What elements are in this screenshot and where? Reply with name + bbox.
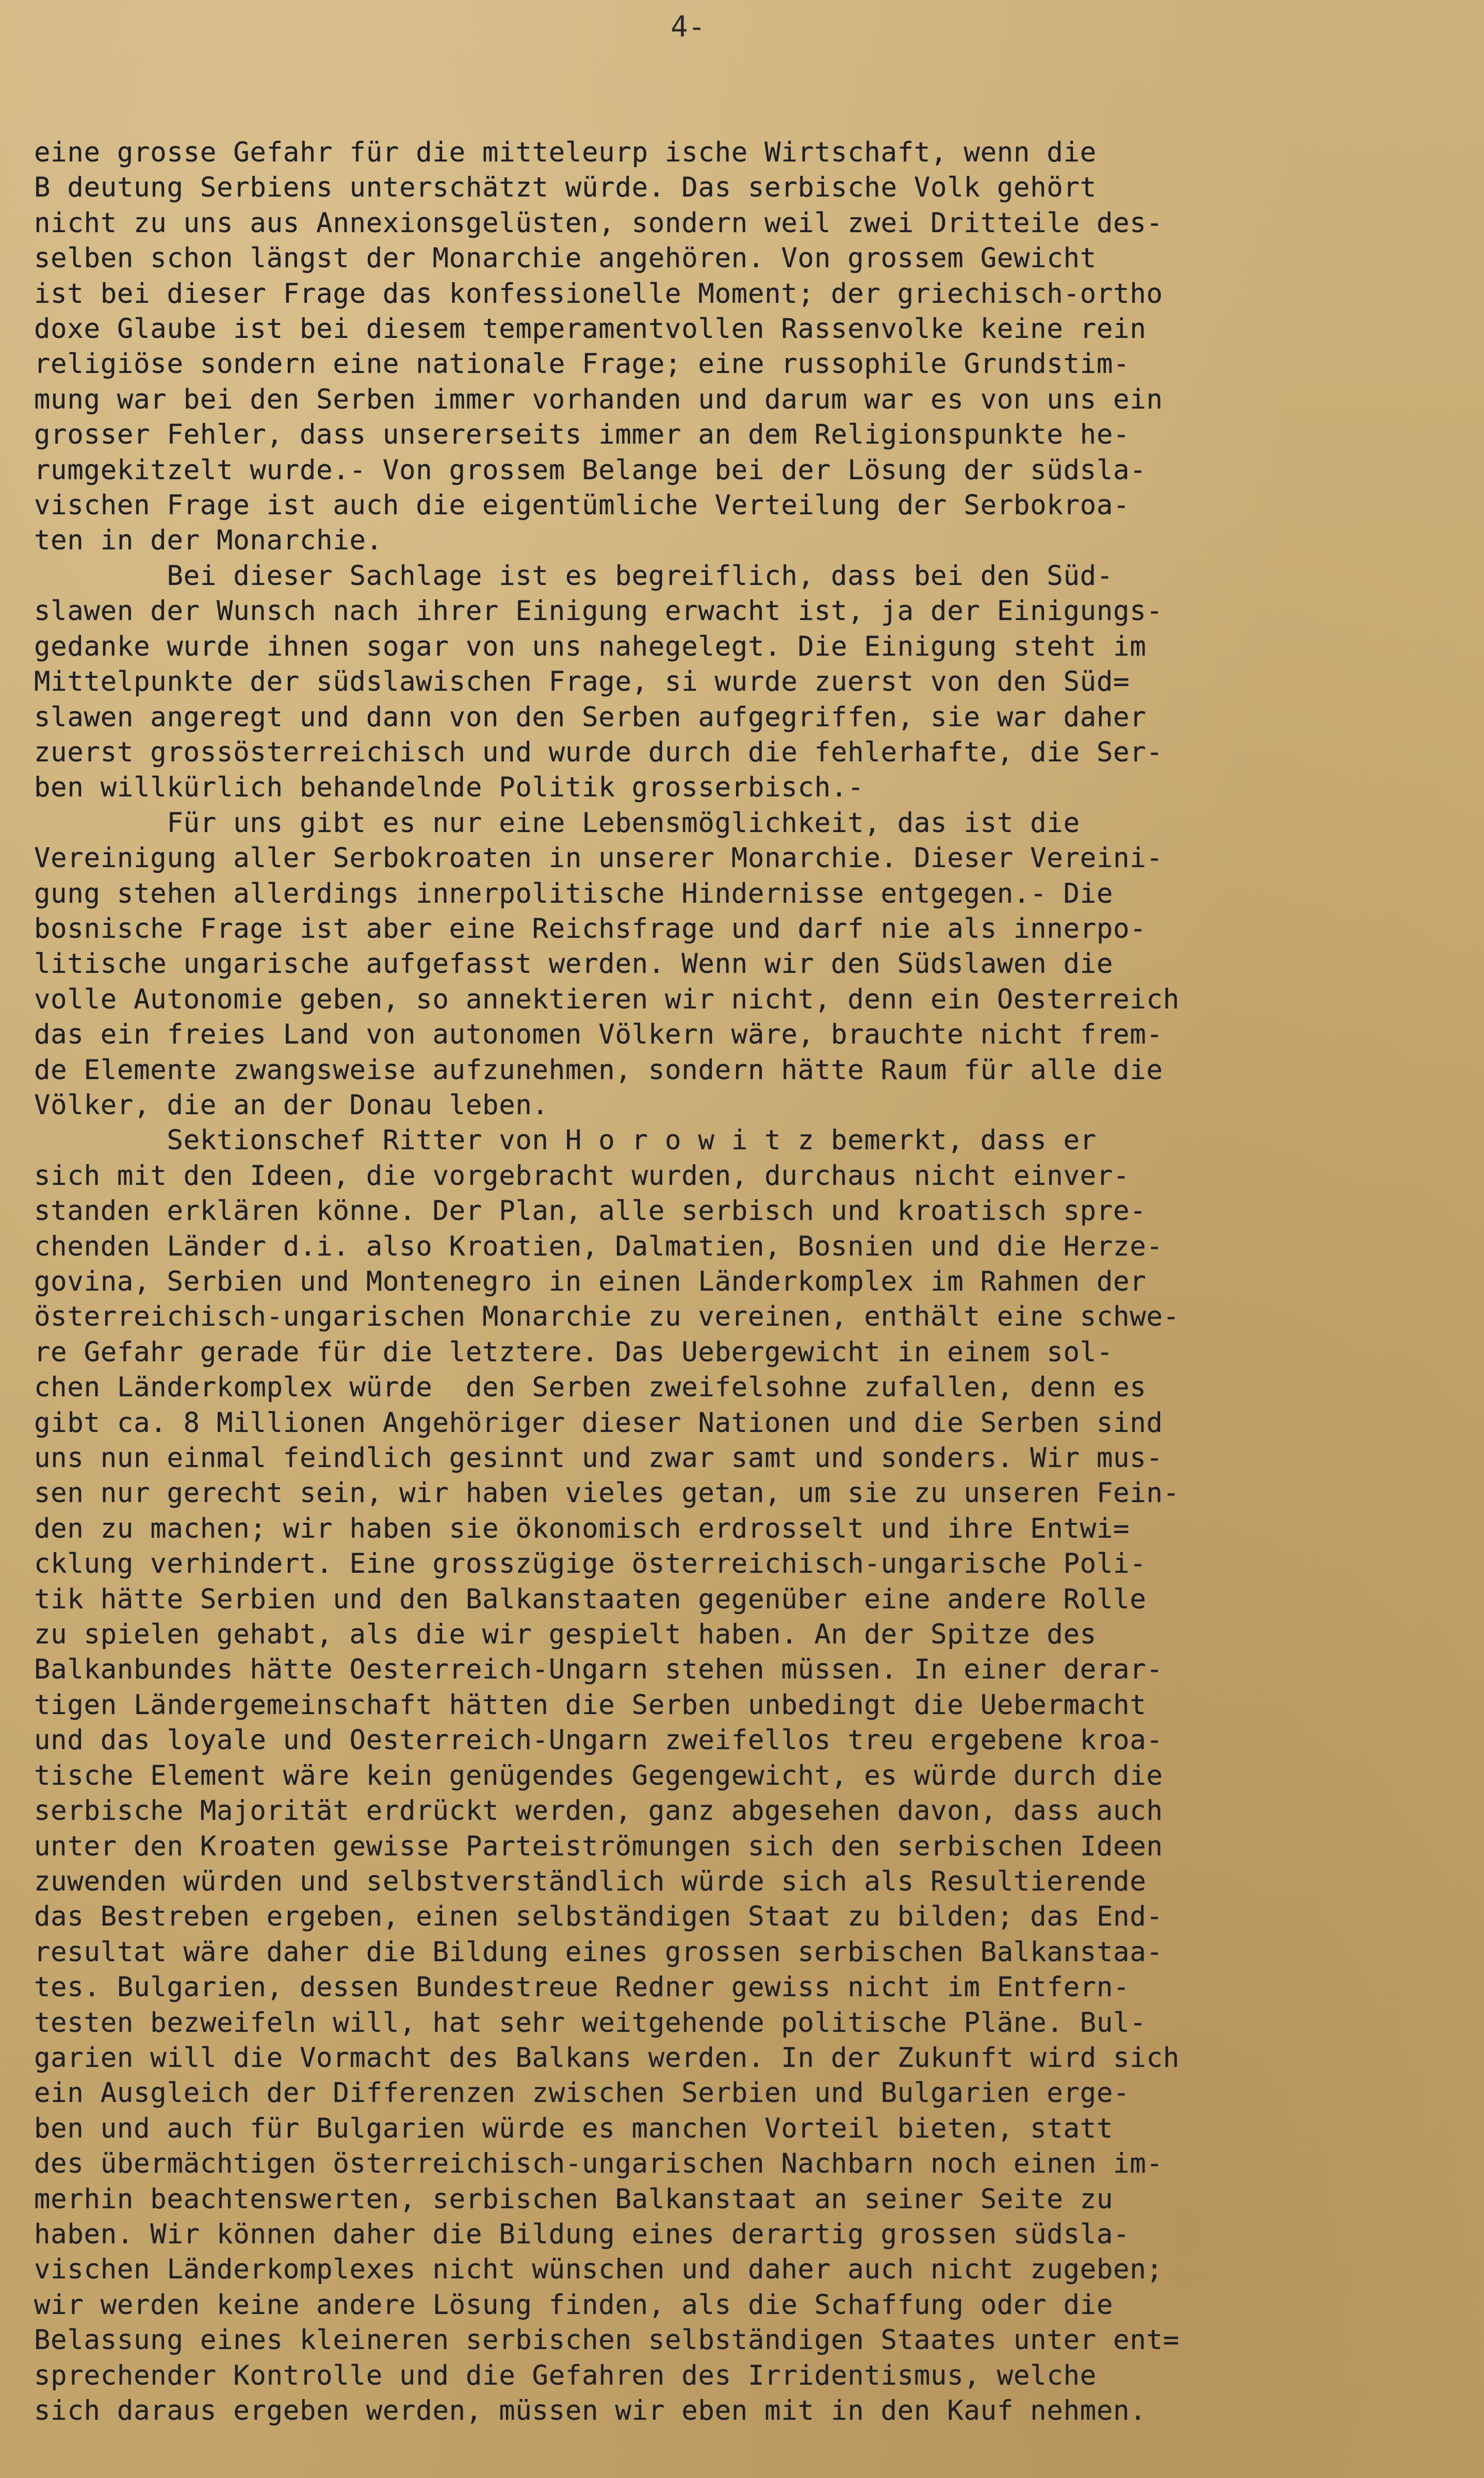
text-line: ein Ausgleich der Differenzen zwischen Serbien und Bulgarien erge-: [34, 2077, 1130, 2109]
text-line: chenden Länder d.i. also Kroatien, Dalmatien, Bosnien und die Herze-: [34, 1230, 1163, 1262]
text-line: eine grosse Gefahr für die mitteleurp ische Wirtschaft, wenn die: [34, 137, 1097, 168]
text-line: re Gefahr gerade für die letztere. Das Uebergewicht in einem sol-: [34, 1336, 1114, 1368]
text-line: uns nun einmal feindlich gesinnt und zwar samt und sonders. Wir mus-: [34, 1442, 1163, 1474]
text-line: cklung verhindert. Eine grosszügige österreichisch-ungarische Poli-: [34, 1548, 1147, 1580]
text-line: gibt ca. 8 Millionen Angehöriger dieser Nationen und die Serben sind: [34, 1407, 1163, 1439]
text-line: chen Länderkomplex würde den Serben zweifelsohne zufallen, denn es: [34, 1372, 1147, 1404]
text-line: Völker, die an der Donau leben.: [34, 1089, 549, 1121]
text-line: zuwenden würden und selbstverständlich würde sich als Resultierende: [34, 1865, 1147, 1897]
text-line: haben. Wir können daher die Bildung eines derartig grossen südsla-: [34, 2218, 1130, 2250]
text-line: testen bezweifeln will, hat sehr weitgehende politische Pläne. Bul-: [34, 2007, 1147, 2039]
text-line: zuerst grossösterreichisch und wurde durch die fehlerhafte, die Ser-: [34, 736, 1163, 768]
text-line: Bei dieser Sachlage ist es begreiflich, dass bei den Süd-: [34, 560, 1114, 592]
text-line: Sektionschef Ritter von H o r o w i t z bemerkt, dass er: [34, 1124, 1097, 1156]
text-line: serbische Majorität erdrückt werden, ganz abgesehen davon, dass auch: [34, 1795, 1163, 1827]
page-number: 4-: [671, 10, 706, 44]
text-line: zu spielen gehabt, als die wir gespielt haben. An der Spitze des: [34, 1619, 1097, 1651]
text-line: grosser Fehler, dass unsererseits immer an dem Religionspunkte he-: [34, 419, 1130, 451]
text-line: Balkanbundes hätte Oesterreich-Ungarn stehen müssen. In einer derar-: [34, 1654, 1163, 1686]
text-line: govina, Serbien und Montenegro in einen Länderkomplex im Rahmen der: [34, 1266, 1147, 1297]
text-line: den zu machen; wir haben sie ökonomisch erdrosselt und ihre Entwi=: [34, 1512, 1130, 1544]
text-line: litische ungarische aufgefasst werden. Wenn wir den Südslawen die: [34, 948, 1114, 980]
text-line: das Bestreben ergeben, einen selbständigen Staat zu bilden; das End-: [34, 1901, 1163, 1933]
text-line: sich daraus ergeben werden, müssen wir eben mit in den Kauf nehmen.: [34, 2395, 1147, 2426]
text-line: slawen der Wunsch nach ihrer Einigung erwacht ist, ja der Einigungs-: [34, 595, 1163, 627]
text-line: religiöse sondern eine nationale Frage; eine russophile Grundstim-: [34, 348, 1130, 380]
text-line: vischen Frage ist auch die eigentümliche Verteilung der Serbokroa-: [34, 490, 1130, 521]
text-line: tigen Ländergemeinschaft hätten die Serben unbedingt die Uebermacht: [34, 1689, 1147, 1721]
text-line: vischen Länderkomplexes nicht wünschen und daher auch nicht zugeben;: [34, 2254, 1163, 2286]
text-line: nicht zu uns aus Annexionsgelüsten, sondern weil zwei Dritteile des-: [34, 207, 1163, 239]
text-line: gung stehen allerdings innerpolitische Hindernisse entgegen.- Die: [34, 877, 1114, 909]
text-line: tik hätte Serbien und den Balkanstaaten gegenüber eine andere Rolle: [34, 1583, 1147, 1615]
text-line: bosnische Frage ist aber eine Reichsfrage und darf nie als innerpo-: [34, 912, 1147, 944]
text-line: volle Autonomie geben, so annektieren wir nicht, denn ein Oesterreich: [34, 983, 1180, 1015]
text-line: österreichisch-ungarischen Monarchie zu vereinen, enthält eine schwe-: [34, 1301, 1180, 1333]
text-line: gedanke wurde ihnen sogar von uns nahegelegt. Die Einigung steht im: [34, 630, 1147, 662]
text-line: resultat wäre daher die Bildung eines grossen serbischen Balkanstaa-: [34, 1936, 1163, 1968]
text-line: rumgekitzelt wurde.- Von grossem Belange bei der Lösung der südsla-: [34, 454, 1147, 486]
text-line: Mittelpunkte der südslawischen Frage, si wurde zuerst von den Süd=: [34, 666, 1130, 698]
text-line: mung war bei den Serben immer vorhanden und darum war es von uns ein: [34, 383, 1163, 415]
text-line: B deutung Serbiens unterschätzt würde. Das serbische Volk gehört: [34, 172, 1097, 204]
body-text: [34, 135, 1450, 2428]
text-line: standen erklären könne. Der Plan, alle serbisch und kroatisch spre-: [34, 1195, 1147, 1227]
text-line: Für uns gibt es nur eine Lebensmöglichkeit, das ist die: [34, 807, 1080, 839]
text-line: ist bei dieser Frage das konfessionelle Moment; der griechisch-ortho: [34, 278, 1163, 309]
text-line: Belassung eines kleineren serbischen selbständigen Staates unter ent=: [34, 2324, 1180, 2356]
text-line: tes. Bulgarien, dessen Bundestreue Redner gewiss nicht im Entfern-: [34, 1971, 1130, 2003]
text-line: doxe Glaube ist bei diesem temperamentvollen Rassenvolke keine rein: [34, 313, 1147, 345]
text-line: garien will die Vormacht des Balkans werden. In der Zukunft wird sich: [34, 2042, 1180, 2074]
text-line: selben schon längst der Monarchie angehören. Von grossem Gewicht: [34, 242, 1097, 274]
text-line: merhin beachtenswerten, serbischen Balkanstaat an seiner Seite zu: [34, 2183, 1114, 2215]
text-line: ben und auch für Bulgarien würde es manchen Vorteil bieten, statt: [34, 2112, 1114, 2144]
text-line: sen nur gerecht sein, wir haben vieles getan, um sie zu unseren Fein-: [34, 1477, 1180, 1509]
text-line: sprechender Kontrolle und die Gefahren des Irridentismus, welche: [34, 2359, 1097, 2391]
text-line: und das loyale und Oesterreich-Ungarn zweifellos treu ergebene kroa-: [34, 1724, 1163, 1756]
text-line: slawen angeregt und dann von den Serben aufgegriffen, sie war daher: [34, 701, 1147, 733]
text-line: des übermächtigen österreichisch-ungarischen Nachbarn noch einen im-: [34, 2148, 1163, 2180]
text-line: das ein freies Land von autonomen Völkern wäre, brauchte nicht frem-: [34, 1019, 1163, 1051]
text-line: tische Element wäre kein genügendes Gegengewicht, es würde durch die: [34, 1759, 1163, 1791]
text-line: ten in der Monarchie.: [34, 525, 383, 557]
text-line: unter den Kroaten gewisse Parteiströmungen sich den serbischen Ideen: [34, 1830, 1163, 1862]
text-line: de Elemente zwangsweise aufzunehmen, sondern hätte Raum für alle die: [34, 1054, 1163, 1086]
text-line: sich mit den Ideen, die vorgebracht wurden, durchaus nicht einver-: [34, 1160, 1130, 1192]
text-line: wir werden keine andere Lösung finden, als die Schaffung oder die: [34, 2289, 1114, 2321]
text-line: ben willkürlich behandelnde Politik grosserbisch.-: [34, 772, 865, 804]
text-line: Vereinigung aller Serbokroaten in unserer Monarchie. Dieser Vereini-: [34, 842, 1163, 874]
